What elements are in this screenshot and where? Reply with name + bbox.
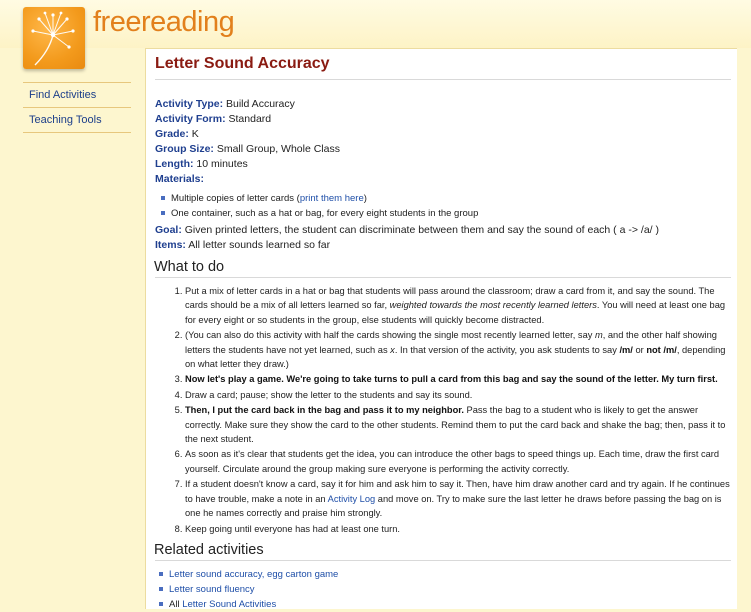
meta-grade — [155, 127, 731, 142]
list-item — [169, 582, 731, 597]
materials-list — [155, 191, 731, 221]
step-7 — [185, 477, 731, 520]
title-divider — [155, 79, 731, 80]
sidebar-item-find-activities[interactable]: Find Activities — [23, 82, 131, 107]
list-item — [171, 191, 731, 206]
meta-key: Grade: — [155, 128, 189, 140]
step-bold: Now let's play a game. We're going to take turns to pull a card from this bag and say the sound of the letter. My turn first. — [185, 374, 718, 385]
step-text: or — [632, 344, 647, 355]
step-2 — [185, 328, 731, 371]
step-6: 6. As soon as it's clear that students get the idea, you can introduce the other bags to speed things up. Each time, draw the first card yourself. Circulate around the group making sure everyone is performing the activity correctly. — [185, 447, 731, 476]
sidebar-nav — [23, 82, 131, 133]
step-text: Pass the bag to a student who is likely to get the answer correctly. Make sure they show the card to the other students. Remind them to put the card back and shake the bag; then, pass it to the next student. — [185, 405, 726, 445]
steps-list — [155, 284, 731, 536]
sidebar-item-teaching-tools[interactable]: Teaching Tools — [23, 107, 131, 133]
main-content-panel — [145, 48, 737, 609]
step-text: Put a mix of letter cards in a hat or bag that students will pass around the classroom; draw a card from it, and say the sound. The cards should be a mix of all letters learned so far, — [185, 286, 715, 311]
step-text: (You can also do this activity with half the cards showing the single most recently learned letter, say — [185, 330, 595, 341]
items-key: Items: — [155, 239, 186, 251]
step-emphasis: m — [594, 330, 603, 341]
items-value: All letter sounds learned so far — [188, 239, 331, 251]
material-text-end: ) — [363, 193, 367, 204]
items-line — [155, 238, 731, 253]
meta-key: Length: — [155, 158, 194, 170]
step-bold: Then, I put the card back in the bag and pass it to my neighbor. — [185, 405, 464, 416]
goal-value: Given printed letters, the student can discriminate between them and say the sound of each ( a -> /a/ ) — [184, 224, 659, 236]
goal-line — [155, 223, 731, 238]
list-item — [169, 597, 731, 612]
step-text: , and the other half showing letters the students have not yet learned, such as — [185, 330, 717, 355]
page-title: Letter Sound Accuracy — [155, 55, 330, 72]
activity-log-link[interactable]: Activity Log — [327, 493, 376, 504]
step-text: and move on. Try to make sure the last letter he draws before passing the bag on is one he names correctly and praise him strongly. — [185, 493, 722, 519]
step-bold: not /m/ — [646, 344, 677, 355]
meta-key: Group Size: — [155, 143, 214, 155]
related-activities-heading: Related activities — [154, 541, 264, 558]
step-text: . You will need at least one bag for every eight or so students in the group, else students will quickly become distracted. — [185, 300, 726, 325]
step-text: , depending on what letter they draw.) — [185, 344, 726, 370]
related-link-all-letter-sound[interactable]: Letter Sound Activities — [182, 598, 277, 610]
step-8: 8. Keep going until everyone has had at least one turn. — [185, 522, 731, 536]
step-bold: /m/ — [619, 344, 633, 355]
related-link-fluency[interactable]: Letter sound fluency — [169, 583, 255, 595]
step-text: . In that version of the activity, you ask students to say — [394, 344, 620, 355]
step-4: 4. Draw a card; pause; show the letter to the students and say its sound. — [185, 388, 731, 402]
meta-materials — [155, 172, 731, 187]
material-text: Multiple copies of letter cards ( — [171, 193, 300, 204]
meta-value: Build Accuracy — [226, 98, 295, 110]
what-to-do-heading: What to do — [154, 259, 225, 275]
brand-free: free — [93, 6, 141, 38]
meta-key: Activity Type: — [155, 98, 224, 110]
related-link-egg-carton[interactable]: Letter sound accuracy, egg carton game — [169, 568, 339, 580]
meta-value: Small Group, Whole Class — [216, 143, 340, 155]
step-1 — [185, 284, 731, 327]
meta-activity-type — [155, 97, 731, 112]
meta-key: Activity Form: — [155, 113, 226, 125]
related-list — [155, 567, 731, 612]
section-divider — [155, 560, 731, 561]
section-divider — [155, 277, 731, 278]
meta-value: K — [191, 128, 199, 140]
dandelion-icon — [23, 7, 85, 69]
meta-value: Standard — [228, 113, 272, 125]
activity-meta — [155, 97, 731, 187]
list-item: One container, such as a hat or bag, for every eight students in the group — [171, 206, 731, 221]
step-3 — [185, 372, 731, 386]
meta-group-size — [155, 142, 731, 157]
meta-activity-form — [155, 112, 731, 127]
step-5 — [185, 403, 731, 446]
step-emphasis: weighted towards the most recently learned letters — [389, 300, 597, 311]
step-emphasis: x — [390, 344, 395, 355]
meta-value: 10 minutes — [196, 158, 248, 170]
goal-key: Goal: — [155, 224, 182, 236]
print-them-here-link[interactable]: print them here — [299, 193, 364, 204]
brand-wordmark[interactable] — [93, 6, 234, 39]
step-text: If a student doesn't know a card, say it for him and ask him to say it. Then, have him draw another card and try again. If he continues to have trouble, make a note in an — [185, 479, 730, 504]
list-item — [169, 567, 731, 582]
meta-key: Materials: — [155, 173, 205, 185]
meta-length — [155, 157, 731, 172]
logo[interactable] — [23, 7, 85, 69]
brand-reading: reading — [140, 6, 235, 38]
related-prefix: All — [169, 598, 183, 610]
